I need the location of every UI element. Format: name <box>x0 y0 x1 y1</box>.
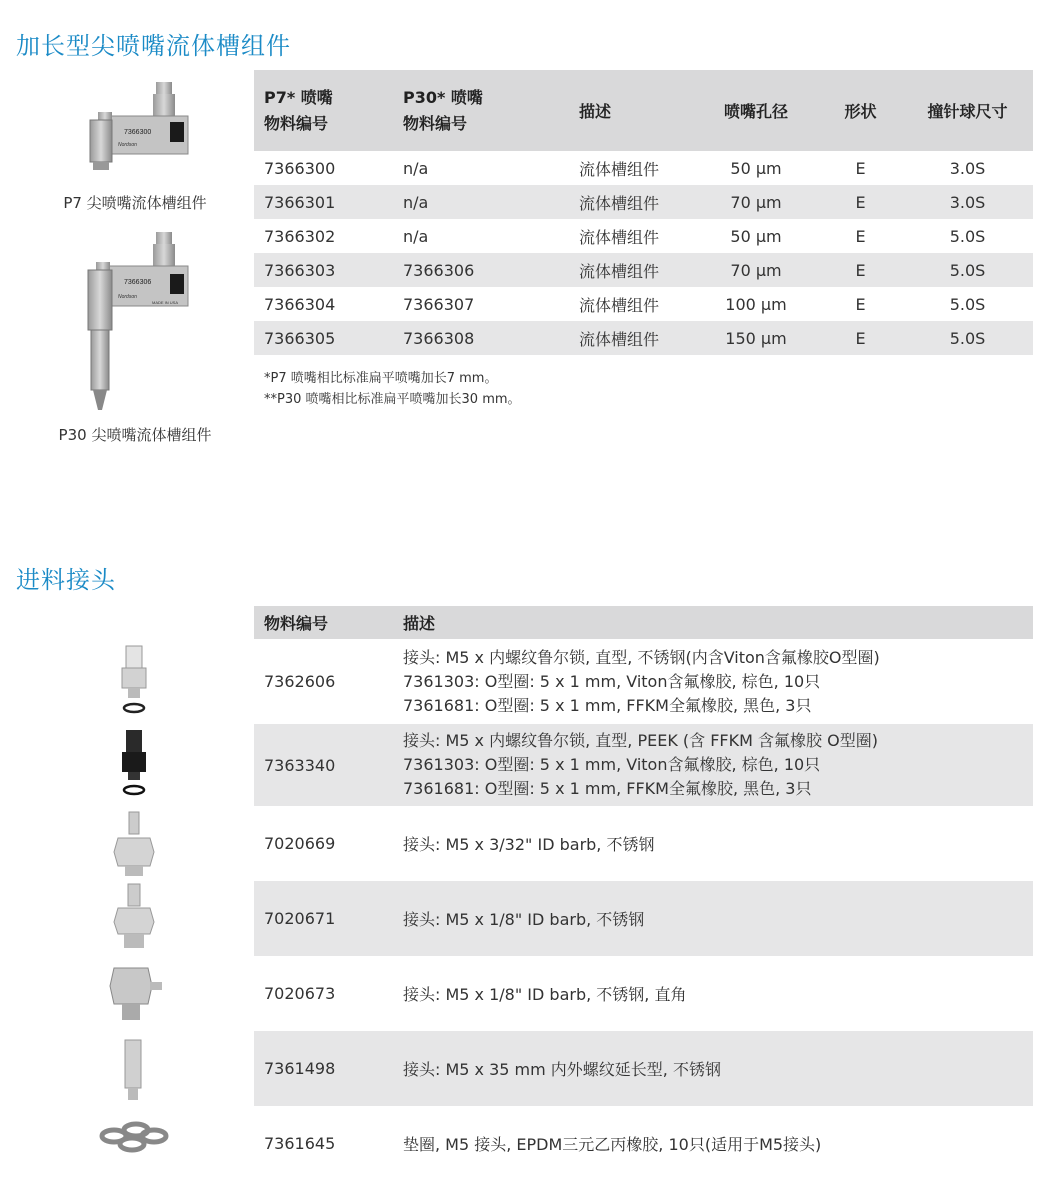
header-shape: 形状 <box>844 102 877 121</box>
cell-p7: 7366303 <box>264 260 336 280</box>
cell-needle: 3.0S <box>949 192 986 212</box>
header-part: 物料编号 <box>264 614 329 633</box>
cell-desc: 接头: M5 x 1/8" ID barb, 不锈钢 <box>403 910 645 929</box>
cell-desc: 流体槽组件 <box>579 261 660 281</box>
table-row <box>254 881 1033 956</box>
cell-orifice: 50 µm <box>730 226 782 246</box>
cell-orifice: 70 µm <box>730 192 782 212</box>
p30-nozzle-image <box>76 228 196 418</box>
cell-p7: 7366301 <box>264 192 336 212</box>
cell-desc: 垫圈, M5 接头, EPDM三元乙丙橡胶, 10只(适用于M5接头) <box>403 1135 822 1154</box>
cell-desc: 流体槽组件 <box>579 227 660 247</box>
p7-nozzle-image <box>76 76 196 176</box>
p7-part-label: 7366300 <box>124 129 152 136</box>
cell-p7: 7366304 <box>264 294 336 314</box>
cell-part: 7020673 <box>264 984 336 1003</box>
header-p7-line1: P7* 喷嘴 <box>264 87 333 107</box>
table-row <box>254 287 1033 321</box>
cell-desc: 接头: M5 x 1/8" ID barb, 不锈钢, 直角 <box>403 985 687 1004</box>
cell-shape: E <box>855 192 866 212</box>
cell-part: 7020671 <box>264 909 336 928</box>
header-p30 <box>393 70 569 151</box>
table-row <box>254 639 1033 724</box>
cell-part: 7362606 <box>264 672 336 691</box>
cell-orifice: 70 µm <box>730 260 782 280</box>
cell-orifice: 50 µm <box>730 158 782 178</box>
cell-needle: 5.0S <box>949 226 986 246</box>
footnote-p7: *P7 喷嘴相比标准扁平喷嘴加长7 mm。 <box>264 371 498 386</box>
cell-desc <box>393 639 1033 724</box>
table-row <box>254 1106 1033 1181</box>
fitting-image-elbow <box>108 962 164 1024</box>
fitting-image-washers <box>98 1114 172 1154</box>
cell-p30: 7366307 <box>403 294 475 314</box>
fitting-image-barb-18 <box>110 882 158 954</box>
p7-image-caption: P7 尖喷嘴流体槽组件 <box>63 194 207 212</box>
desc-line: 接头: M5 x 内螺纹鲁尔锁, 直型, PEEK (含 FFKM 含氟橡胶 O型圈) <box>403 731 878 750</box>
nozzle-table <box>254 70 1033 355</box>
cell-needle: 5.0S <box>949 328 986 348</box>
cell-p30: n/a <box>403 226 429 246</box>
cell-p30: n/a <box>403 192 429 212</box>
header-desc: 描述 <box>403 614 436 633</box>
header-p7-line2: 物料编号 <box>264 113 329 133</box>
cell-shape: E <box>855 158 866 178</box>
fitting-image-luer-peek <box>112 728 156 800</box>
desc-line: 7361681: O型圈: 5 x 1 mm, FFKM全氟橡胶, 黑色, 3只 <box>403 695 812 715</box>
footnotes <box>264 368 521 410</box>
desc-line: 7361303: O型圈: 5 x 1 mm, Viton含氟橡胶, 棕色, 10只 <box>403 755 821 774</box>
table-row <box>254 219 1033 253</box>
cell-p7: 7366300 <box>264 158 336 178</box>
header-p7 <box>254 70 393 151</box>
cell-desc <box>393 724 1033 806</box>
table-row <box>254 724 1033 806</box>
section2-title: 进料接头 <box>16 566 116 594</box>
header-p30-line2: 物料编号 <box>403 113 468 133</box>
cell-needle: 3.0S <box>949 158 986 178</box>
fitting-image-extension <box>118 1036 148 1102</box>
cell-needle: 5.0S <box>949 260 986 280</box>
cell-p7: 7366302 <box>264 226 336 246</box>
cell-p30: 7366308 <box>403 328 475 348</box>
cell-needle: 5.0S <box>949 294 986 314</box>
cell-desc: 流体槽组件 <box>579 193 660 213</box>
p30-made-in-label: MADE IN USA <box>152 300 179 305</box>
table-row <box>254 1031 1033 1106</box>
p30-brand-label: Nordson <box>118 294 137 300</box>
header-p30-line1: P30* 喷嘴 <box>403 87 483 107</box>
table-row <box>254 253 1033 287</box>
cell-p30: n/a <box>403 158 429 178</box>
table-row <box>254 956 1033 1031</box>
cell-p7: 7366305 <box>264 328 336 348</box>
fitting-image-luer-steel <box>112 644 156 716</box>
desc-line: 7361303: O型圈: 5 x 1 mm, Viton含氟橡胶, 棕色, 10只 <box>403 671 821 691</box>
cell-shape: E <box>855 226 866 246</box>
cell-orifice: 150 µm <box>725 328 787 348</box>
cell-desc: 流体槽组件 <box>579 329 660 349</box>
cell-part: 7020669 <box>264 834 336 853</box>
cell-part: 7361645 <box>264 1134 336 1153</box>
cell-part: 7363340 <box>264 755 336 775</box>
section1-title: 加长型尖喷嘴流体槽组件 <box>16 32 291 60</box>
cell-shape: E <box>855 328 866 348</box>
table-row <box>254 806 1033 881</box>
desc-line: 7361681: O型圈: 5 x 1 mm, FFKM全氟橡胶, 黑色, 3只 <box>403 779 812 798</box>
cell-orifice: 100 µm <box>725 294 787 314</box>
desc-line: 接头: M5 x 内螺纹鲁尔锁, 直型, 不锈钢(内含Viton含氟橡胶O型圈) <box>403 647 880 667</box>
fitting-table <box>254 606 1033 1181</box>
cell-desc: 流体槽组件 <box>579 159 660 179</box>
cell-desc: 接头: M5 x 3/32" ID barb, 不锈钢 <box>403 835 655 854</box>
p30-image-caption: P30 尖喷嘴流体槽组件 <box>58 426 212 444</box>
header-orifice: 喷嘴孔径 <box>723 102 788 121</box>
table-row <box>254 321 1033 355</box>
cell-desc: 流体槽组件 <box>579 295 660 315</box>
fitting-image-barb-332 <box>110 808 158 880</box>
table-row <box>254 151 1033 185</box>
cell-desc: 接头: M5 x 35 mm 内外螺纹延长型, 不锈钢 <box>403 1060 721 1079</box>
cell-part: 7361498 <box>264 1059 336 1078</box>
header-desc: 描述 <box>579 102 612 121</box>
footnote-p30: **P30 喷嘴相比标准扁平喷嘴加长30 mm。 <box>264 392 521 407</box>
table-row <box>254 185 1033 219</box>
p30-part-label: 7366306 <box>124 279 152 286</box>
cell-p30: 7366306 <box>403 260 475 280</box>
p7-brand-label: Nordson <box>118 142 137 148</box>
cell-shape: E <box>855 294 866 314</box>
cell-shape: E <box>855 260 866 280</box>
header-needle: 撞针球尺寸 <box>927 102 1008 121</box>
